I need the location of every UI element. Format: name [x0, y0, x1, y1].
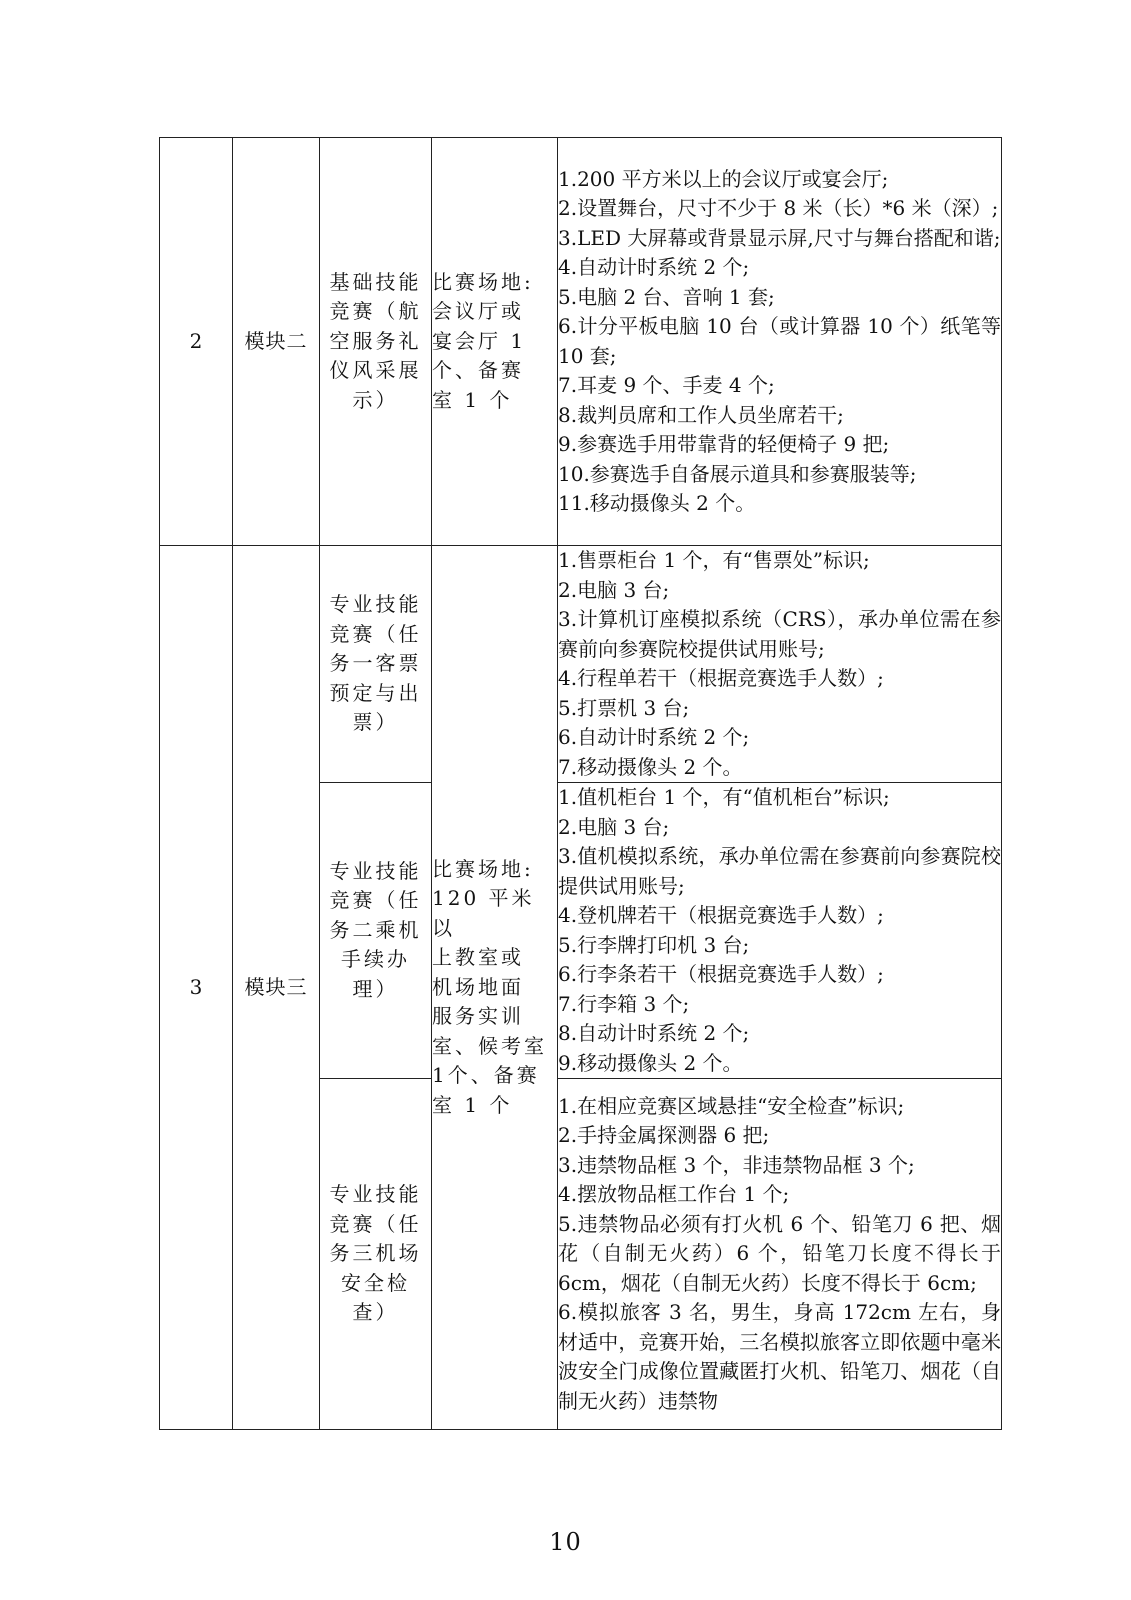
task-name-cell: [320, 138, 432, 546]
module-name: 模块三: [233, 546, 320, 1430]
list-item: 6.计分平板电脑 10 台（或计算器 10 个）纸笔等 10 套;: [558, 314, 1001, 368]
items-cell: [558, 546, 1002, 783]
list-item: 1.在相应竞赛区域悬挂“安全检查”标识;: [558, 1093, 905, 1118]
list-item: 5.违禁物品必须有打火机 6 个、铅笔刀 6 把、烟花（自制无火药）6 个，铅笔刀长度不得长于 6cm，烟花（自制无火药）长度不得长于 6cm;: [558, 1211, 1001, 1295]
row-number: 2: [160, 138, 233, 546]
items-cell: [558, 1079, 1002, 1430]
equipment-table: [159, 137, 1002, 1430]
list-item: 3.值机模拟系统，承办单位需在参赛前向参赛院校提供试用账号;: [558, 844, 1001, 898]
list-item: 9.移动摄像头 2 个。: [558, 1050, 743, 1075]
list-item: 4.摆放物品框工作台 1 个;: [558, 1182, 790, 1207]
list-item: 2.手持金属探测器 6 把;: [558, 1123, 770, 1148]
list-item: 5.电脑 2 台、音响 1 套;: [558, 284, 775, 309]
list-item: 2.电脑 3 台;: [558, 577, 670, 602]
task-name: 专业技能 竞赛（任 务三机场 安全检 查）: [329, 1182, 422, 1325]
task-name-cell: [320, 546, 432, 783]
venue-text: 比赛场地: 120 平米以 上教室或 机场地面 服务实训 室、候考室 1个、备赛 室 1 个: [432, 856, 547, 1117]
list-item: 2.电脑 3 台;: [558, 814, 670, 839]
list-item: 9.参赛选手用带靠背的轻便椅子 9 把;: [558, 432, 890, 456]
page-number: 10: [549, 1528, 582, 1556]
list-item: 5.打票机 3 台;: [558, 695, 690, 720]
list-item: 7.移动摄像头 2 个。: [558, 754, 743, 779]
list-item: 4.登机牌若干（根据竞赛选手人数）;: [558, 903, 884, 927]
list-item: 4.行程单若干（根据竞赛选手人数）;: [558, 666, 884, 690]
list-item: 1.值机柜台 1 个，有“值机柜台”标识;: [558, 785, 890, 809]
list-item: 3.违禁物品框 3 个，非违禁物品框 3 个;: [558, 1152, 915, 1177]
task-name: 专业技能 竞赛（任 务二乘机 手续办 理）: [329, 858, 422, 1001]
items-cell: [558, 783, 1002, 1079]
venue-cell: [432, 546, 558, 1430]
task-name-cell: [320, 1079, 432, 1430]
venue-text: 比赛场地: 会议厅或 宴会厅 1 个、备赛 室 1 个: [432, 269, 534, 412]
list-item: 1.售票柜台 1 个，有“售票处”标识;: [558, 548, 870, 572]
list-item: 11.移动摄像头 2 个。: [558, 491, 756, 515]
list-item: 6.自动计时系统 2 个;: [558, 725, 750, 749]
list-item: 2.设置舞台，尺寸不少于 8 米（长）*6 米（深）;: [558, 196, 999, 220]
items-cell: [558, 138, 1002, 546]
list-item: 8.自动计时系统 2 个;: [558, 1021, 750, 1045]
list-item: 5.行李牌打印机 3 台;: [558, 932, 750, 957]
list-item: 10.参赛选手自备展示道具和参赛服装等;: [558, 461, 917, 486]
list-item: 3.LED 大屏幕或背景显示屏,尺寸与舞台搭配和谐;: [558, 225, 1001, 250]
module-name: 模块二: [233, 138, 320, 546]
list-item: 8.裁判员席和工作人员坐席若干;: [558, 402, 844, 427]
row-number: 3: [160, 546, 233, 1430]
task-name: 专业技能 竞赛（任 务一客票 预定与出 票）: [329, 592, 422, 735]
list-item: 7.耳麦 9 个、手麦 4 个;: [558, 373, 775, 397]
venue-cell: [432, 138, 558, 546]
list-item: 3.计算机订座模拟系统（CRS），承办单位需在参赛前向参赛院校提供试用账号;: [558, 607, 1001, 661]
list-item: 7.行李箱 3 个;: [558, 991, 690, 1016]
task-name: 基础技能 竞赛（航 空服务礼 仪风采展 示）: [329, 269, 422, 412]
task-name-cell: [320, 783, 432, 1079]
list-item: 1.200 平方米以上的会议厅或宴会厅;: [558, 166, 889, 191]
list-item: 6.行李条若干（根据竞赛选手人数）;: [558, 962, 884, 986]
list-item: 6.模拟旅客 3 名，男生，身高 172cm 左右，身材适中，竞赛开始，三名模拟旅客立即依题中毫米波安全门成像位置藏匿打火机、铅笔刀、烟花（自制无火药）违禁物: [558, 1300, 1001, 1413]
list-item: 4.自动计时系统 2 个;: [558, 255, 750, 279]
table-row: [160, 138, 1002, 546]
table-row: [160, 546, 1002, 783]
